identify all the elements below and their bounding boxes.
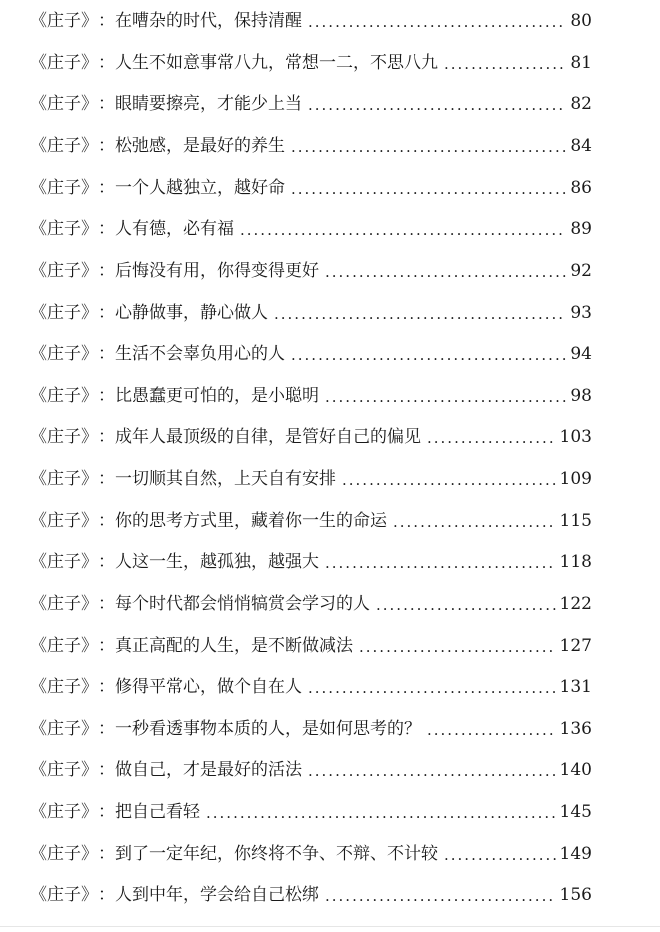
page-number: 89 (570, 219, 592, 239)
dot-leader (444, 844, 556, 868)
chapter-title: 人有德，必有福 (115, 219, 234, 239)
dot-leader (291, 178, 566, 202)
chapter-title: 一切顺其自然，上天自有安排 (115, 469, 336, 489)
toc-entry[interactable] (30, 90, 592, 118)
dot-leader (325, 261, 566, 285)
chapter-title: 心静做事，静心做人 (115, 303, 268, 323)
chapter-title: 生活不会辜负用心的人 (115, 344, 285, 364)
chapter-title: 到了一定年纪，你终将不争、不辩、不计较 (115, 844, 438, 864)
colon-separator: ： (98, 636, 115, 656)
toc-entry[interactable] (30, 465, 592, 493)
colon-separator: ： (98, 136, 115, 156)
dot-leader (240, 219, 566, 243)
colon-separator: ： (98, 511, 115, 531)
dot-leader (359, 636, 556, 660)
dot-leader (308, 11, 566, 35)
book-title: 《庄子》 (30, 94, 98, 114)
dot-leader (376, 594, 556, 618)
page-number: 140 (559, 760, 592, 780)
dot-leader (206, 802, 556, 826)
colon-separator: ： (98, 844, 115, 864)
colon-separator: ： (98, 344, 115, 364)
colon-separator: ： (98, 94, 115, 114)
book-title: 《庄子》 (30, 303, 98, 323)
chapter-title: 修得平常心，做个自在人 (115, 677, 302, 697)
page-number: 103 (559, 427, 592, 447)
page-bottom-edge (0, 926, 660, 927)
toc-entry[interactable] (30, 590, 592, 618)
colon-separator: ： (98, 802, 115, 822)
page-number: 131 (559, 677, 592, 697)
toc-entry[interactable] (30, 215, 592, 243)
chapter-title: 一秒看透事物本质的人，是如何思考的？ (115, 719, 421, 739)
toc-entry[interactable] (30, 840, 592, 868)
book-title: 《庄子》 (30, 636, 98, 656)
colon-separator: ： (98, 11, 115, 31)
colon-separator: ： (98, 469, 115, 489)
book-title: 《庄子》 (30, 178, 98, 198)
toc-entry[interactable] (30, 49, 592, 77)
chapter-title: 人到中年，学会给自己松绑 (115, 885, 319, 905)
book-title: 《庄子》 (30, 427, 98, 447)
dot-leader (308, 94, 566, 118)
toc-entry[interactable] (30, 7, 592, 35)
book-title: 《庄子》 (30, 760, 98, 780)
page-number: 86 (570, 178, 592, 198)
toc-entry[interactable] (30, 257, 592, 285)
book-title: 《庄子》 (30, 136, 98, 156)
colon-separator: ： (98, 552, 115, 572)
dot-leader (308, 677, 556, 701)
chapter-title: 人生不如意事常八九，常想一二，不思八九 (115, 53, 438, 73)
dot-leader (325, 552, 556, 576)
page-number: 127 (559, 636, 592, 656)
chapter-title: 每个时代都会悄悄犒赏会学习的人 (115, 594, 370, 614)
colon-separator: ： (98, 677, 115, 697)
dot-leader (427, 427, 556, 451)
book-title: 《庄子》 (30, 219, 98, 239)
page-number: 93 (570, 303, 592, 323)
dot-leader (444, 53, 566, 77)
colon-separator: ： (98, 760, 115, 780)
dot-leader (342, 469, 556, 493)
page-number: 136 (559, 719, 592, 739)
dot-leader (308, 760, 556, 784)
toc-entry[interactable] (30, 382, 592, 410)
book-title: 《庄子》 (30, 677, 98, 697)
book-title: 《庄子》 (30, 719, 98, 739)
colon-separator: ： (98, 261, 115, 281)
book-title: 《庄子》 (30, 386, 98, 406)
chapter-title: 人这一生，越孤独，越强大 (115, 552, 319, 572)
toc-entry[interactable] (30, 548, 592, 576)
book-title: 《庄子》 (30, 344, 98, 364)
dot-leader (291, 136, 566, 160)
dot-leader (393, 511, 556, 535)
page-number: 80 (570, 11, 592, 31)
page-number: 94 (570, 344, 592, 364)
page-number: 84 (570, 136, 592, 156)
page-number: 109 (559, 469, 592, 489)
chapter-title: 一个人越独立，越好命 (115, 178, 285, 198)
chapter-title: 你的思考方式里，藏着你一生的命运 (115, 511, 387, 531)
page-number: 122 (559, 594, 592, 614)
toc-entry[interactable] (30, 132, 592, 160)
page-number: 92 (570, 261, 592, 281)
book-title: 《庄子》 (30, 802, 98, 822)
colon-separator: ： (98, 594, 115, 614)
page-number: 149 (559, 844, 592, 864)
toc-entry[interactable] (30, 340, 592, 368)
book-title: 《庄子》 (30, 594, 98, 614)
chapter-title: 成年人最顶级的自律，是管好自己的偏见 (115, 427, 421, 447)
chapter-title: 真正高配的人生，是不断做减法 (115, 636, 353, 656)
book-title: 《庄子》 (30, 261, 98, 281)
book-title: 《庄子》 (30, 11, 98, 31)
toc-entry[interactable] (30, 507, 592, 535)
toc-entry[interactable] (30, 632, 592, 660)
book-title: 《庄子》 (30, 885, 98, 905)
colon-separator: ： (98, 386, 115, 406)
page-number: 118 (559, 552, 592, 572)
dot-leader (325, 386, 566, 410)
colon-separator: ： (98, 719, 115, 739)
book-title: 《庄子》 (30, 469, 98, 489)
toc-entry[interactable] (30, 423, 592, 451)
toc-entry[interactable] (30, 798, 592, 826)
book-title: 《庄子》 (30, 552, 98, 572)
page-number: 82 (570, 94, 592, 114)
chapter-title: 在嘈杂的时代，保持清醒 (115, 11, 302, 31)
book-title: 《庄子》 (30, 53, 98, 73)
colon-separator: ： (98, 885, 115, 905)
chapter-title: 眼睛要擦亮，才能少上当 (115, 94, 302, 114)
chapter-title: 比愚蠢更可怕的，是小聪明 (115, 386, 319, 406)
dot-leader (291, 344, 566, 368)
colon-separator: ： (98, 53, 115, 73)
colon-separator: ： (98, 427, 115, 447)
dot-leader (274, 303, 566, 327)
page-number: 115 (559, 511, 592, 531)
colon-separator: ： (98, 178, 115, 198)
book-title: 《庄子》 (30, 844, 98, 864)
colon-separator: ： (98, 219, 115, 239)
page-number: 81 (570, 53, 592, 73)
toc-entry[interactable] (30, 673, 592, 701)
chapter-title: 后悔没有用，你得变得更好 (115, 261, 319, 281)
toc-entry[interactable] (30, 881, 592, 909)
dot-leader (427, 719, 556, 743)
page-number: 145 (559, 802, 592, 822)
colon-separator: ： (98, 303, 115, 323)
toc-entry[interactable] (30, 756, 592, 784)
toc-entry[interactable] (30, 715, 592, 743)
dot-leader (325, 885, 556, 909)
page-number: 156 (559, 885, 592, 905)
toc-entry[interactable] (30, 174, 592, 202)
chapter-title: 把自己看轻 (115, 802, 200, 822)
chapter-title: 做自己，才是最好的活法 (115, 760, 302, 780)
toc-entry[interactable] (30, 299, 592, 327)
book-title: 《庄子》 (30, 511, 98, 531)
page-number: 98 (570, 386, 592, 406)
chapter-title: 松弛感，是最好的养生 (115, 136, 285, 156)
